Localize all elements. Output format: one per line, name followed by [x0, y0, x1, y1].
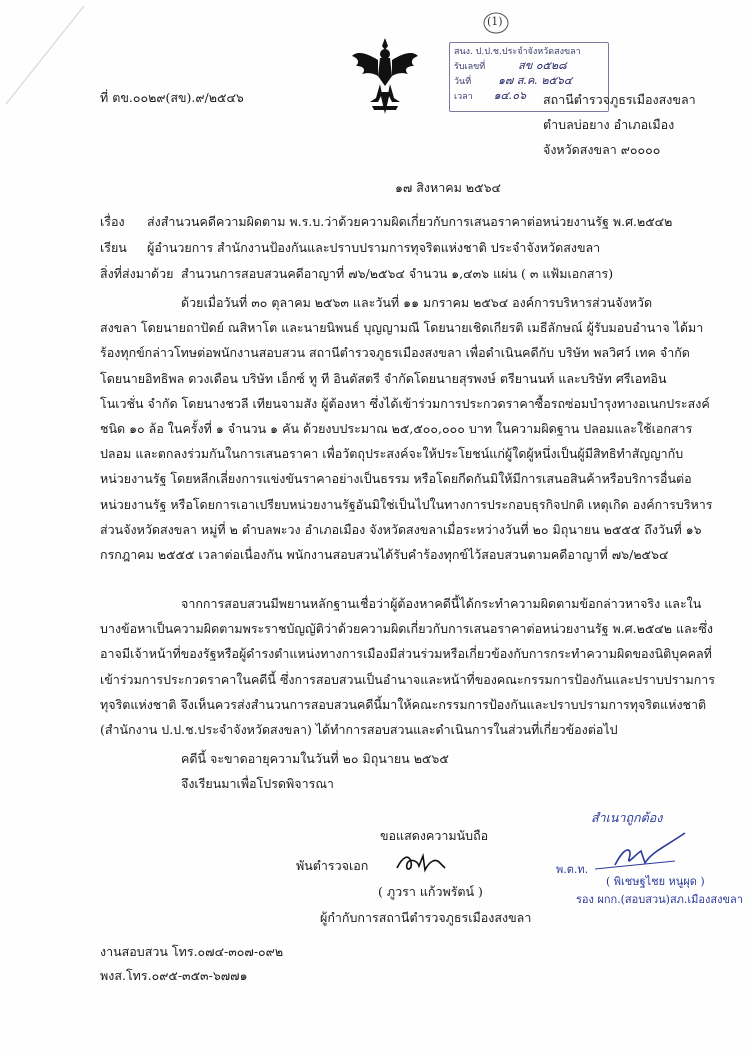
body-line: ส่วนจังหวัดสงขลา หมู่ที่ ๒ ตำบลพะวง อำเภอเมือง จังหวัดสงขลาเมื่อระหว่างวันที่ ๒๐ มิถุนายน ๒๕๕๕ ถึงวันที่ ๑๖ — [100, 521, 702, 537]
address-line-2: ตำบลบ่อยาง อำเภอเมือง — [543, 117, 675, 132]
body-line: เข้าร่วมการประกวดราคาในคดีนี้ ซึ่งการสอบสวนเป็นอำนาจและหน้าที่ของคณะกรรมการป้องกันและปราบปรามการ — [100, 671, 715, 687]
recipient-text: ผู้อำนวยการ สำนักงานป้องกันและปราบปรามการทุจริตแห่งชาติ ประจำจังหวัดสงขลา — [147, 240, 601, 255]
body-paragraph-2 — [100, 591, 715, 742]
footer-phone-1: งานสอบสวน โทร.๐๗๔-๓๐๗-๐๙๒ — [100, 944, 284, 959]
body-line: บางข้อหาเป็นความผิดตามพระราชบัญญัติว่าด้วยความผิดเกี่ยวกับการเสนอราคาต่อหน่วยงานรัฐ พ.ศ.๒๕๔๒ และซึ่ง — [100, 621, 713, 637]
body-line: ทุจริตแห่งชาติ จึงเห็นควรส่งสำนวนการสอบสวนคดีนี้มาให้คณะกรรมการป้องกันและปราบปรามการทุจริตแห่งชาติ — [100, 696, 707, 712]
body-line: (สำนักงาน ป.ป.ช.ประจำจังหวัดสงขลา) ได้ทำการสอบสวนและดำเนินการในส่วนที่เกี่ยวข้องต่อไป — [100, 722, 618, 738]
certifier-title: รอง ผกก.(สอบสวน)สภ.เมืองสงขลา — [576, 893, 743, 906]
body-line: หน่วยงานรัฐ โดยหลีกเลี่ยงการแข่งขันราคาอย่างเป็นธรรม หรือโดยกีดกันมิให้มีการเสนอสินค้าหรือบริการอื่นต่อ — [100, 471, 692, 487]
body-line: หน่วยงานรัฐ หรือโดยการเอาเปรียบหน่วยงานรัฐอันมิใช่เป็นไปในทางการประกอบธุรกิจปกติ เหตุเกิด องค์การบริหาร — [100, 496, 713, 512]
stamp-time-value: ๑๔.๐๖ — [493, 89, 527, 102]
page-number: (1) — [476, 10, 516, 36]
prescription-note: คดีนี้ จะขาดอายุความในวันที่ ๒๐ มิถุนายน ๒๕๖๕ — [181, 751, 449, 766]
stamp-time-label: เวลา — [454, 92, 473, 102]
stamp-receipt-number: สข ๐๕๒๘ — [518, 59, 567, 72]
signer-rank: พันตำรวจเอก — [296, 858, 369, 873]
body-line: ปลอม และตกลงร่วมกันในการเสนอราคา เพื่อวัตถุประสงค์จะให้ประโยชน์แก่ผู้ใดผู้หนึ่งเป็นผู้มีสิทธิทำสัญญากับ — [100, 446, 684, 462]
page-fold-mark — [0, 0, 90, 110]
body-line: โดยนายอิทธิพล ดวงเดือน บริษัท เอ็กซ์ ทู ที อินดัสตรี จำกัดโดยนายสุรพงษ์ ตรียานนท์ และบริษัท ศรีเอทอิน — [100, 370, 667, 386]
enclosure-label: สิ่งที่ส่งมาด้วย — [100, 266, 174, 281]
complimentary-close: ขอแสดงความนับถือ — [380, 828, 489, 843]
reference-number: ที่ ตข.๐๐๒๙(สข).๙/๒๕๔๖ — [100, 90, 244, 105]
footer-phone-2: พงส.โทร.๐๙๕-๓๕๓-๖๗๗๑ — [100, 968, 248, 983]
body-line: จากการสอบสวนมีพยานหลักฐานเชื่อว่าผู้ต้องหาคดีนี้ได้กระทำความผิดตามข้อกล่าวหาจริง และใน — [181, 596, 702, 611]
garuda-emblem-icon — [350, 36, 420, 118]
signer-name: ( ภูวรา แก้วพรัตน์ ) — [378, 884, 483, 899]
subject-label: เรื่อง — [100, 214, 125, 229]
body-line: อาจมีเจ้าหน้าที่ของรัฐหรือผู้ดำรงตำแหน่งทางการเมืองมีส่วนร่วมหรือเกี่ยวข้องกับการกระทำความผิดของนิติบุคคลที่ — [100, 646, 712, 662]
body-paragraph-1 — [100, 290, 713, 567]
signer-signature — [395, 848, 455, 882]
body-line: กรกฎาคม ๒๕๕๕ เวลาต่อเนื่องกัน พนักงานสอบสวนได้รับคำร้องทุกข์ไว้สอบสวนตามคดีอาญาที่ ๗๖/๒๕๖๔ — [100, 547, 669, 563]
body-line: ร้องทุกข์กล่าวโทษต่อพนักงานสอบสวน สถานีตำรวจภูธรเมืองสงขลา เพื่อดำเนินคดีกับ บริษัท พลวิศว์ เทค จำกัด — [100, 345, 690, 361]
letter-date: ๑๗ สิงหาคม ๒๕๖๔ — [395, 180, 501, 195]
body-line: ชนิด ๑๐ ล้อ ในครั้งที่ ๑ จำนวน ๑ คัน ด้วยงบประมาณ ๒๕,๕๐๐,๐๐๐ บาท ในความผิดฐาน ปลอมและใช้เอกสาร — [100, 421, 693, 437]
address-line-3: จังหวัดสงขลา ๙๐๐๐๐ — [543, 142, 661, 157]
stamp-date-label: วันที่ — [454, 77, 472, 87]
body-line: ด้วยเมื่อวันที่ ๓๐ ตุลาคม ๒๕๖๓ และวันที่ ๑๑ มกราคม ๒๕๖๔ องค์การบริหารส่วนจังหวัด — [181, 295, 653, 310]
stamp-receipt-label: รับเลขที่ — [454, 62, 486, 72]
closing-request: จึงเรียนมาเพื่อโปรดพิจารณา — [181, 776, 334, 791]
body-line: โนเวชั่น จำกัด โดยนางชวลี เทียนจามสัง ผู้ต้องหา ซึ่งได้เข้าร่วมการประกวดราคาซื้อรถซ่อมบำรุงทางอเนกประสงค์ — [100, 395, 710, 411]
certified-copy-label: สำเนาถูกต้อง — [591, 810, 663, 825]
recipient-label: เรียน — [100, 240, 127, 255]
subject-text: ส่งสำนวนคดีความผิดตาม พ.ร.บ.ว่าด้วยความผิดเกี่ยวกับการเสนอราคาต่อหน่วยงานรัฐ พ.ศ.๒๕๔๒ — [147, 214, 673, 229]
body-line: สงขลา โดยนายถาปัดย์ ณสิหาโต และนายนิพนธ์ บุญญามณี โดยนายเชิดเกียรติ เมธีลักษณ์ ผู้รับมอบอำนาจ ได้มา — [100, 320, 704, 336]
certifier-name: ( พิเชษฐไชย หนูผุด ) — [606, 875, 705, 888]
stamp-office: สนง. ป.ป.ช.ประจำจังหวัดสงขลา — [454, 47, 581, 57]
stamp-date-value: ๑๗ ส.ค. ๒๕๖๔ — [498, 74, 573, 87]
certifier-rank: พ.ต.ท. — [556, 863, 589, 876]
enclosure-text: สำนวนการสอบสวนคดีอาญาที่ ๗๖/๒๕๖๔ จำนวน ๑,๔๓๖ แผ่น ( ๓ แฟ้มเอกสาร) — [181, 266, 614, 281]
address-line-1: สถานีตำรวจภูธรเมืองสงขลา — [543, 92, 696, 107]
signer-title: ผู้กำกับการสถานีตำรวจภูธรเมืองสงขลา — [320, 910, 532, 925]
